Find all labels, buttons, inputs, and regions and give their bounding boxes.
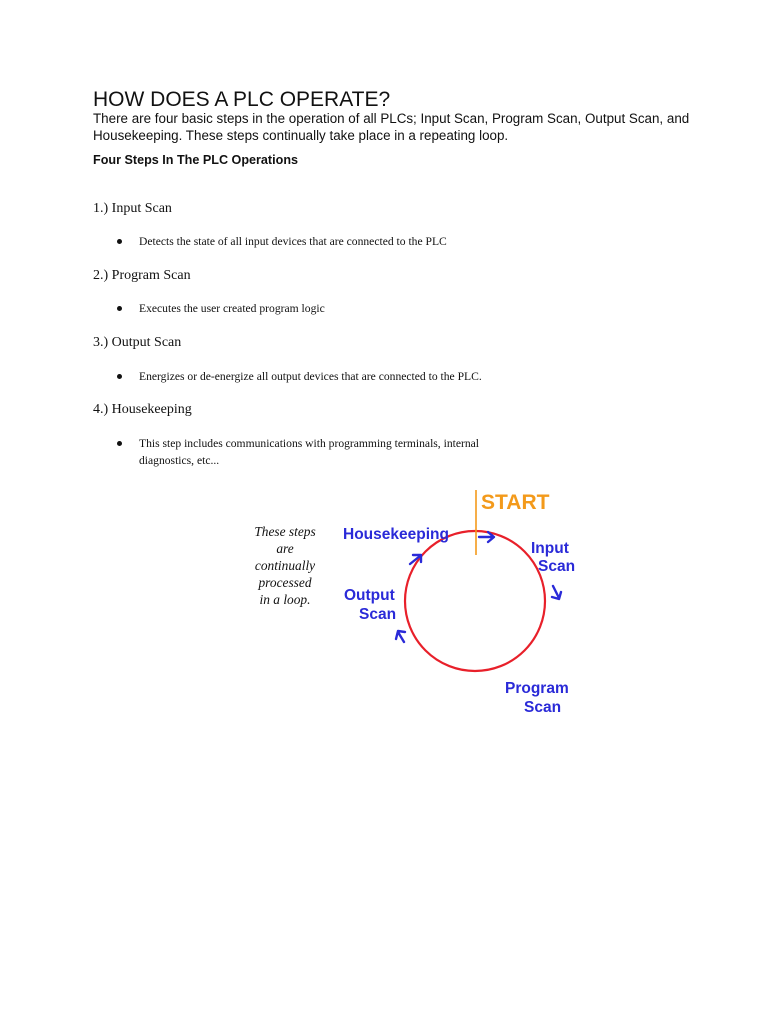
note-line: These steps bbox=[254, 524, 316, 539]
list-item: This step includes communications with programming terminals, internal diagnostics, etc... bbox=[115, 435, 505, 469]
page-title: HOW DOES A PLC OPERATE? bbox=[93, 88, 391, 111]
program-scan-label bbox=[505, 680, 569, 716]
plc-cycle-diagram bbox=[0, 480, 768, 730]
step-heading-program-scan: 2.) Program Scan bbox=[93, 268, 191, 283]
step-bullets-input-scan bbox=[115, 233, 545, 250]
program-scan-label-line: Program bbox=[505, 680, 569, 697]
step-bullets-program-scan bbox=[115, 300, 545, 317]
list-item: Detects the state of all input devices that are connected to the PLC bbox=[115, 233, 545, 250]
output-scan-label-line: Scan bbox=[359, 606, 397, 623]
program-scan-label-line: Scan bbox=[524, 699, 562, 716]
arrow-up-left-icon bbox=[396, 631, 405, 642]
start-label: START bbox=[481, 491, 550, 514]
loop-note bbox=[254, 524, 315, 607]
step-bullets-output-scan bbox=[115, 368, 545, 385]
note-line: in a loop. bbox=[259, 592, 311, 607]
input-scan-label-line: Scan bbox=[538, 558, 576, 575]
note-line: are bbox=[276, 541, 294, 556]
output-scan-label bbox=[344, 587, 396, 623]
step-bullets-housekeeping bbox=[115, 435, 505, 469]
input-scan-label bbox=[531, 540, 575, 575]
note-line: processed bbox=[258, 575, 312, 590]
list-item: Energizes or de-energize all output devices that are connected to the PLC. bbox=[115, 368, 545, 385]
arrow-down-right-icon bbox=[552, 586, 561, 599]
scan-loop-circle bbox=[405, 531, 545, 671]
intro-paragraph: There are four basic steps in the operation of all PLCs; Input Scan, Program Scan, Output Scan, and Housekeeping. These steps continually take place in a repeating loop. bbox=[93, 111, 690, 143]
step-heading-housekeeping: 4.) Housekeeping bbox=[93, 402, 192, 417]
plc-cycle-svg bbox=[0, 480, 768, 730]
step-heading-output-scan: 3.) Output Scan bbox=[93, 335, 182, 350]
housekeeping-label: Housekeeping bbox=[343, 526, 449, 543]
section-subtitle: Four Steps In The PLC Operations bbox=[93, 153, 299, 167]
output-scan-label-line: Output bbox=[344, 587, 395, 604]
step-heading-input-scan: 1.) Input Scan bbox=[93, 201, 172, 216]
list-item: Executes the user created program logic bbox=[115, 300, 545, 317]
note-line: continually bbox=[254, 558, 316, 573]
input-scan-label-line: Input bbox=[531, 540, 569, 557]
